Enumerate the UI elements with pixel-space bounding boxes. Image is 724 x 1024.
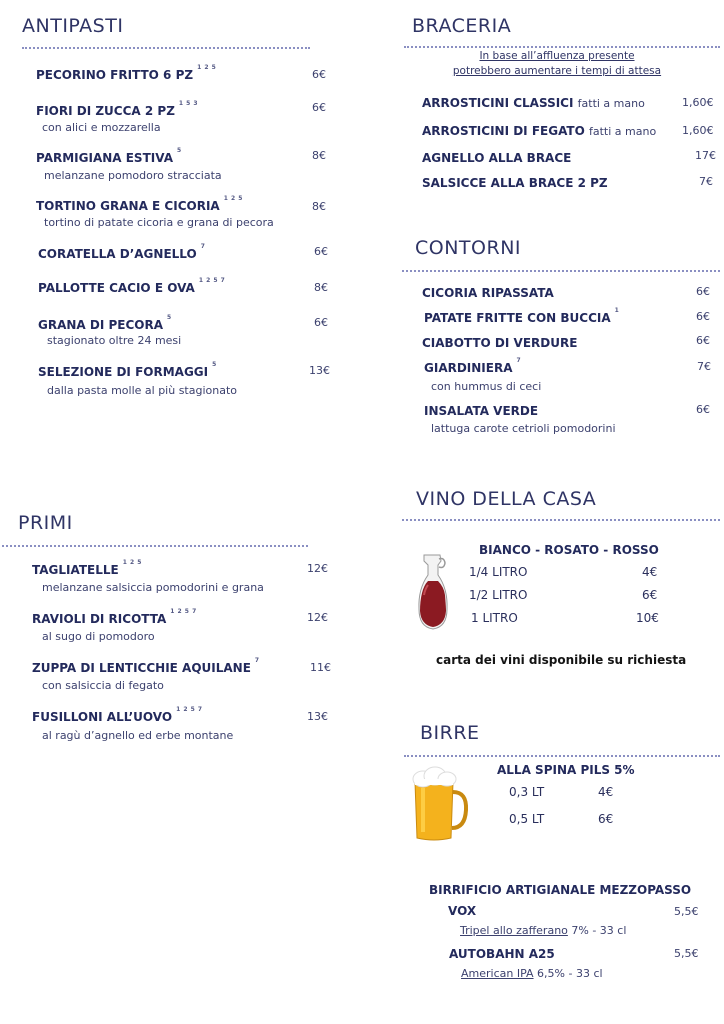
menu-item-desc: lattuga carote cetrioli pomodorini [431, 422, 616, 435]
menu-item-name: CICORIA RIPASSATA [422, 286, 554, 300]
menu-item-name: RAVIOLI DI $RICOTTA^{1 2 5 7}$ [32, 608, 197, 626]
allergen-codes: 5 [167, 314, 172, 321]
menu-item-price: 8€ [312, 200, 326, 213]
tap-beer-heading: ALLA SPINA PILS 5% [497, 763, 635, 777]
beer-price: 6€ [598, 812, 614, 826]
vino-title: VINO DELLA CASA [416, 488, 597, 510]
menu-item-price: 13€ [307, 710, 328, 723]
menu-item-price: 13€ [309, 364, 330, 377]
primi-title: PRIMI [18, 512, 73, 534]
menu-item-name: CORATELLA D’AGNELLO$^7$ [38, 243, 206, 261]
menu-item-price: 6€ [314, 245, 328, 258]
menu-item-name: PATATE FRITTE CON BUCCIA$^1$ [424, 307, 620, 325]
allergen-codes: 1 2 5 7 [198, 277, 226, 284]
menu-item-name: AGNELLO ALLA BRACE [422, 151, 572, 165]
beer-size: 0,5 LT [509, 812, 545, 826]
menu-item-price: 7€ [699, 175, 713, 188]
wine-heading: BIANCO - ROSATO - ROSSO [479, 543, 659, 557]
contorni-title: CONTORNI [415, 237, 522, 259]
allergen-codes: 1 2 5 [223, 195, 243, 202]
menu-item-price: 12€ [307, 562, 328, 575]
menu-item-price: 11€ [310, 661, 331, 674]
menu-item-price: 8€ [312, 149, 326, 162]
menu-item-price: 17€ [695, 149, 716, 162]
menu-item-desc: stagionato oltre 24 mesi [47, 334, 182, 347]
wine-price: 10€ [636, 611, 659, 625]
menu-item-desc: dalla pasta molle al più stagionato [47, 384, 238, 397]
menu-item-desc: melanzane pomodoro stracciata [44, 169, 222, 182]
menu-item-name: GIARDINIERA$^7$ [424, 357, 522, 375]
birre-title: BIRRE [420, 722, 480, 744]
menu-item-price: 6€ [696, 334, 710, 347]
antipasti-divider [22, 47, 310, 49]
wine-size: 1 LITRO [471, 611, 518, 625]
menu-item-price: 6€ [696, 285, 710, 298]
craft-beer-name: VOX [448, 904, 477, 918]
allergen-codes: 7 [516, 357, 522, 364]
menu-item-price: 6€ [696, 403, 710, 416]
menu-item-name: SELEZIONE DI FORMAGGI$^5$ [38, 361, 217, 379]
allergen-codes: 1 2 5 [122, 559, 142, 566]
menu-item-name: ARROSTICINI DI FEGATO fatti a mano [422, 124, 657, 138]
menu-item-price: 6€ [696, 310, 710, 323]
menu-item-price: 12€ [307, 611, 328, 624]
allergen-codes: 1 [614, 307, 620, 314]
wine-price: 6€ [642, 588, 658, 602]
menu-item-desc: con alici e mozzarella [42, 121, 161, 134]
allergen-codes: 5 [177, 147, 182, 154]
menu-item-name: $TAGLIATELLE^{1 2 5}$ [32, 559, 142, 577]
brewery-name: BIRRIFICIO ARTIGIANALE MEZZOPASSO [429, 883, 692, 897]
allergen-codes: 1 5 3 [178, 100, 199, 107]
allergen-codes: 1 2 5 7 [176, 706, 203, 713]
menu-item-name: GRANA DI PECORA$^5$ [38, 314, 172, 332]
waiting-time-note-line2: potrebbero aumentare i tempi di attesa [452, 65, 662, 77]
birre-divider [404, 755, 720, 757]
menu-item-name: PARMIGIANA ESTIVA$^5$ [36, 147, 182, 165]
menu-item-name: ZUPPA DI LENTICCHIE AQUILANE$^7$ [32, 657, 260, 675]
braceria-divider [404, 46, 720, 48]
menu-item-price: 1,60€ [682, 96, 714, 109]
vino-divider [402, 519, 720, 521]
craft-beer-price: 5,5€ [674, 947, 699, 960]
menu-item-desc: al sugo di pomodoro [42, 630, 155, 643]
waiting-time-note-line1: In base all’affluenza presente [479, 50, 635, 62]
menu-item-name: FUSILLONI $ALL’UOVO^{1 2 5 7}$ [32, 706, 203, 724]
menu-item-desc: tortino di patate cicoria e grana di pecora [44, 216, 274, 229]
menu-item-name: ARROSTICINI CLASSICI fatti a mano [422, 96, 645, 110]
menu-item-price: 6€ [312, 68, 326, 81]
menu-item-name: PALLOTTE CACIO E $OVA^{1 2 5 7}$ [38, 277, 226, 295]
allergen-codes: 7 [254, 657, 260, 664]
menu-item-desc: con salsiccia di fegato [42, 679, 164, 692]
menu-item-name: SALSICCE ALLA BRACE 2 PZ [422, 176, 608, 190]
menu-item-desc: con hummus di ceci [431, 380, 542, 393]
braceria-title: BRACERIA [412, 15, 512, 37]
menu-item-price: 7€ [697, 360, 711, 373]
menu-item-price: 1,60€ [682, 124, 714, 137]
craft-beer-name: AUTOBAHN A25 [449, 947, 555, 961]
beer-price: 4€ [598, 785, 614, 799]
menu-item-desc: al ragù d’agnello ed erbe montane [42, 729, 234, 742]
menu-item-name: PECORINO FRITTO 6 $PZ^{1 2 5}$ [36, 64, 217, 82]
wine-carafe-icon [414, 551, 452, 631]
menu-item-desc: melanzane salsiccia pomodorini e grana [42, 581, 264, 594]
wine-price: 4€ [642, 565, 658, 579]
menu-item-price: 6€ [312, 101, 326, 114]
allergen-codes: 1 2 5 [197, 64, 217, 71]
menu-item-price: 8€ [314, 281, 328, 294]
menu-item-name: TORTINO GRANA E $CICORIA^{1 2 5}$ [36, 195, 243, 213]
allergen-codes: 7 [200, 243, 206, 250]
primi-divider [2, 545, 308, 547]
craft-beer-desc: American IPA 6,5% - 33 cl [461, 967, 603, 980]
antipasti-title: ANTIPASTI [22, 15, 124, 37]
wine-list-footnote: carta dei vini disponibile su richiesta [436, 653, 687, 667]
wine-size: 1/2 LITRO [469, 588, 528, 602]
menu-item-name: FIORI DI ZUCCA 2 $PZ^{1 5 3}$ [36, 100, 199, 118]
menu-item-price: 6€ [314, 316, 328, 329]
beer-size: 0,3 LT [509, 785, 545, 799]
beer-mug-icon [411, 766, 469, 842]
contorni-divider [402, 270, 720, 272]
craft-beer-price: 5,5€ [674, 905, 699, 918]
menu-item-name: CIABOTTO DI VERDURE [422, 336, 578, 350]
craft-beer-desc: Tripel allo zafferano 7% - 33 cl [460, 924, 627, 937]
wine-size: 1/4 LITRO [469, 565, 528, 579]
allergen-codes: 1 2 5 7 [170, 608, 197, 615]
menu-item-name: INSALATA VERDE [424, 404, 539, 418]
allergen-codes: 5 [212, 361, 217, 368]
